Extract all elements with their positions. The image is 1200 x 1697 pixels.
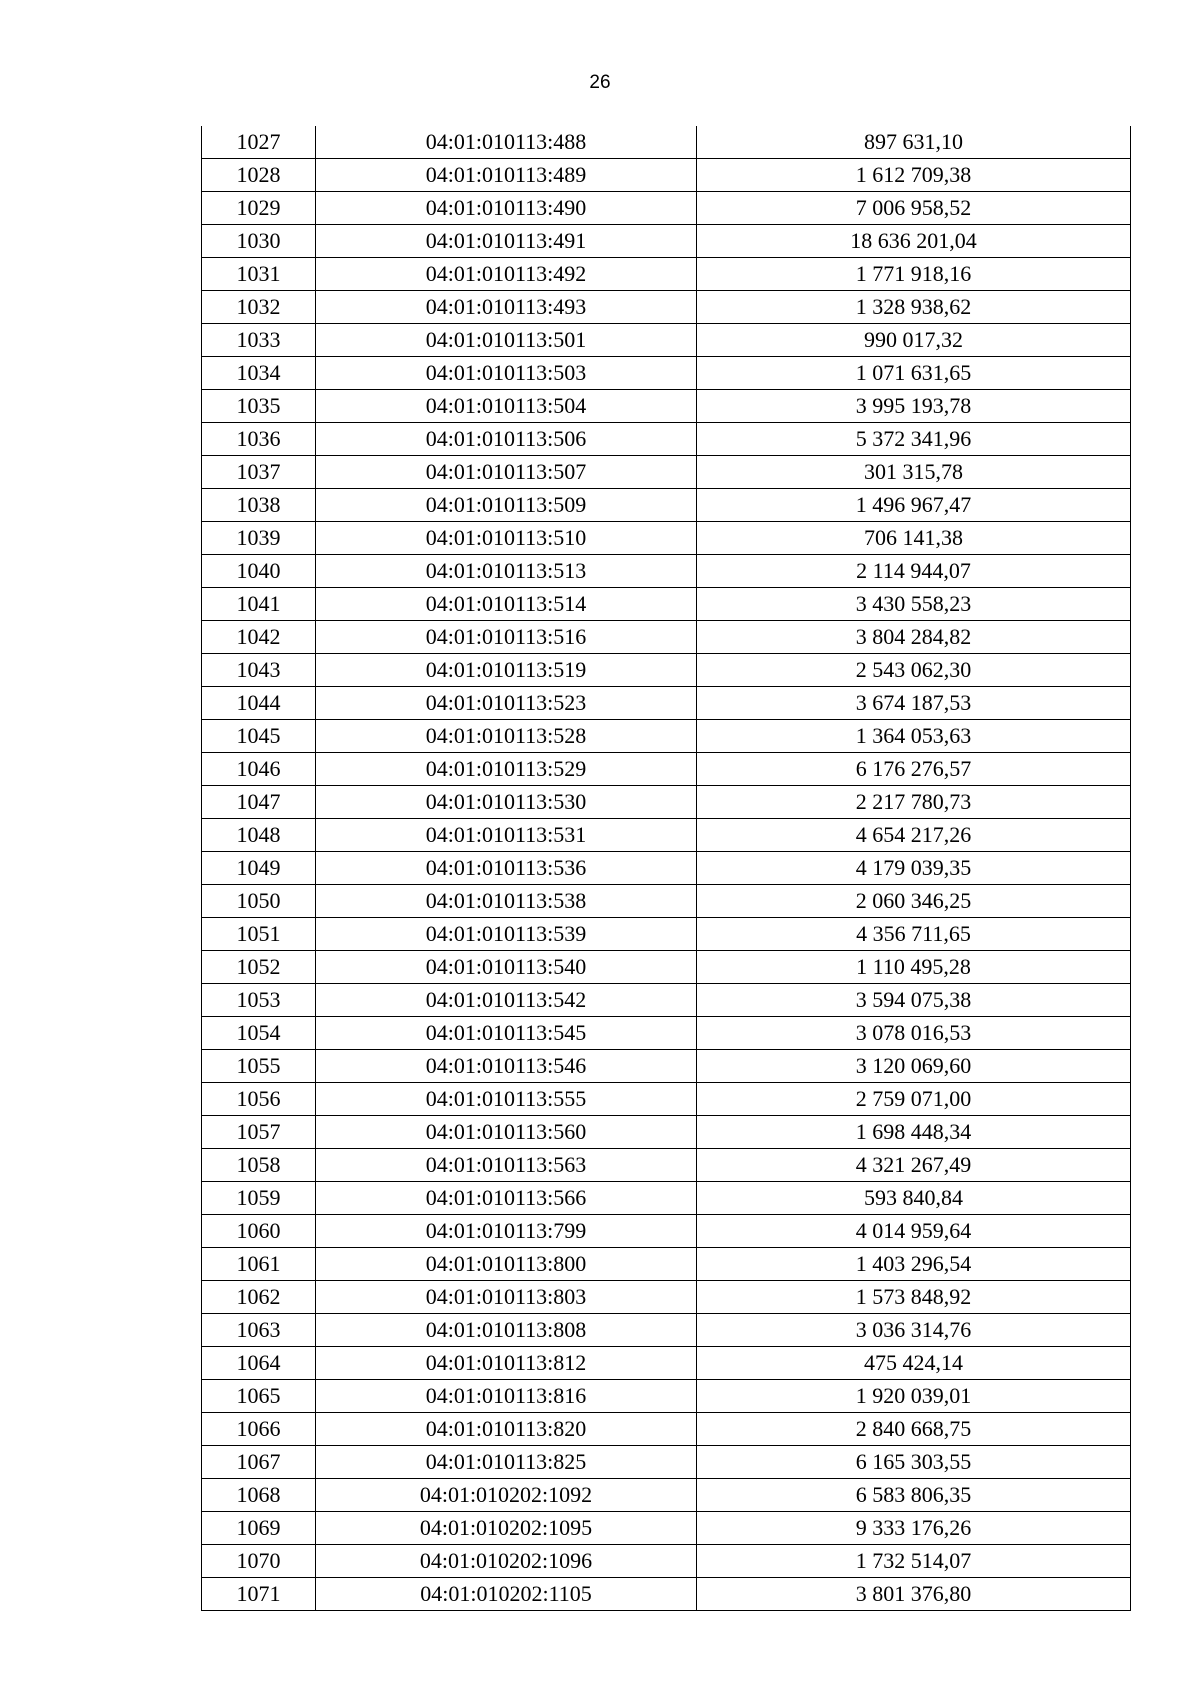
table-row [202, 1545, 1131, 1578]
page-number: 26 [589, 72, 611, 93]
row-number-cell: 1066 [202, 1413, 316, 1446]
table-row [202, 1083, 1131, 1116]
cadastral-number-cell: 04:01:010113:799 [316, 1215, 697, 1248]
row-number-cell: 1056 [202, 1083, 316, 1116]
cadastral-number-cell: 04:01:010113:513 [316, 555, 697, 588]
table-row [202, 489, 1131, 522]
cadastral-value-cell: 4 356 711,65 [697, 918, 1131, 951]
cadastral-number-cell: 04:01:010113:820 [316, 1413, 697, 1446]
table-row [202, 1017, 1131, 1050]
row-number-cell: 1040 [202, 555, 316, 588]
cadastral-number-cell: 04:01:010202:1092 [316, 1479, 697, 1512]
row-number-cell: 1068 [202, 1479, 316, 1512]
row-number-cell: 1055 [202, 1050, 316, 1083]
table-row [202, 918, 1131, 951]
table-row [202, 1512, 1131, 1545]
row-number-cell: 1057 [202, 1116, 316, 1149]
row-number-cell: 1050 [202, 885, 316, 918]
cadastral-value-cell: 475 424,14 [697, 1347, 1131, 1380]
cadastral-value-cell: 5 372 341,96 [697, 423, 1131, 456]
table-row [202, 1149, 1131, 1182]
table-row [202, 819, 1131, 852]
cadastral-number-cell: 04:01:010113:803 [316, 1281, 697, 1314]
row-number-cell: 1043 [202, 654, 316, 687]
table-row [202, 885, 1131, 918]
cadastral-value-cell: 1 071 631,65 [697, 357, 1131, 390]
cadastral-number-cell: 04:01:010113:545 [316, 1017, 697, 1050]
cadastral-number-cell: 04:01:010113:563 [316, 1149, 697, 1182]
cadastral-number-cell: 04:01:010113:825 [316, 1446, 697, 1479]
cadastral-value-cell: 4 321 267,49 [697, 1149, 1131, 1182]
cadastral-value-cell: 18 636 201,04 [697, 225, 1131, 258]
cadastral-value-cell: 2 543 062,30 [697, 654, 1131, 687]
cadastral-value-cell: 1 612 709,38 [697, 159, 1131, 192]
cadastral-number-cell: 04:01:010113:528 [316, 720, 697, 753]
row-number-cell: 1051 [202, 918, 316, 951]
table-row [202, 555, 1131, 588]
row-number-cell: 1038 [202, 489, 316, 522]
table-row [202, 720, 1131, 753]
cadastral-number-cell: 04:01:010113:536 [316, 852, 697, 885]
cadastral-number-cell: 04:01:010113:808 [316, 1314, 697, 1347]
row-number-cell: 1052 [202, 951, 316, 984]
row-number-cell: 1032 [202, 291, 316, 324]
cadastral-number-cell: 04:01:010113:542 [316, 984, 697, 1017]
cadastral-value-cell: 2 840 668,75 [697, 1413, 1131, 1446]
cadastral-number-cell: 04:01:010113:492 [316, 258, 697, 291]
cadastral-number-cell: 04:01:010202:1105 [316, 1578, 697, 1611]
cadastral-value-cell: 3 801 376,80 [697, 1578, 1131, 1611]
row-number-cell: 1048 [202, 819, 316, 852]
cadastral-value-cell: 2 759 071,00 [697, 1083, 1131, 1116]
row-number-cell: 1061 [202, 1248, 316, 1281]
cadastral-value-cell: 9 333 176,26 [697, 1512, 1131, 1545]
cadastral-number-cell: 04:01:010113:507 [316, 456, 697, 489]
row-number-cell: 1047 [202, 786, 316, 819]
cadastral-value-cell: 1 328 938,62 [697, 291, 1131, 324]
cadastral-value-cell: 7 006 958,52 [697, 192, 1131, 225]
cadastral-value-cell: 6 165 303,55 [697, 1446, 1131, 1479]
row-number-cell: 1058 [202, 1149, 316, 1182]
cadastral-value-cell: 2 114 944,07 [697, 555, 1131, 588]
cadastral-number-cell: 04:01:010113:800 [316, 1248, 697, 1281]
row-number-cell: 1053 [202, 984, 316, 1017]
table-row [202, 225, 1131, 258]
cadastral-value-cell: 3 674 187,53 [697, 687, 1131, 720]
cadastral-number-cell: 04:01:010113:531 [316, 819, 697, 852]
row-number-cell: 1030 [202, 225, 316, 258]
cadastral-value-cell: 3 995 193,78 [697, 390, 1131, 423]
cadastral-number-cell: 04:01:010113:566 [316, 1182, 697, 1215]
cadastral-number-cell: 04:01:010113:555 [316, 1083, 697, 1116]
table-row [202, 786, 1131, 819]
cadastral-value-cell: 3 078 016,53 [697, 1017, 1131, 1050]
row-number-cell: 1035 [202, 390, 316, 423]
table-row [202, 753, 1131, 786]
row-number-cell: 1036 [202, 423, 316, 456]
row-number-cell: 1060 [202, 1215, 316, 1248]
cadastral-value-cell: 706 141,38 [697, 522, 1131, 555]
table-row [202, 1413, 1131, 1446]
row-number-cell: 1064 [202, 1347, 316, 1380]
cadastral-value-cell: 3 036 314,76 [697, 1314, 1131, 1347]
row-number-cell: 1041 [202, 588, 316, 621]
table-row [202, 192, 1131, 225]
table-row [202, 159, 1131, 192]
table-row [202, 291, 1131, 324]
cadastral-value-cell: 1 920 039,01 [697, 1380, 1131, 1413]
cadastral-number-cell: 04:01:010113:529 [316, 753, 697, 786]
cadastral-value-cell: 2 217 780,73 [697, 786, 1131, 819]
table-row [202, 1248, 1131, 1281]
cadastral-number-cell: 04:01:010113:546 [316, 1050, 697, 1083]
row-number-cell: 1042 [202, 621, 316, 654]
cadastral-value-cell: 6 583 806,35 [697, 1479, 1131, 1512]
row-number-cell: 1070 [202, 1545, 316, 1578]
row-number-cell: 1028 [202, 159, 316, 192]
table-row [202, 588, 1131, 621]
table-row [202, 456, 1131, 489]
row-number-cell: 1044 [202, 687, 316, 720]
cadastral-number-cell: 04:01:010113:816 [316, 1380, 697, 1413]
cadastral-number-cell: 04:01:010113:510 [316, 522, 697, 555]
cadastral-number-cell: 04:01:010113:503 [316, 357, 697, 390]
table-row [202, 654, 1131, 687]
row-number-cell: 1059 [202, 1182, 316, 1215]
cadastral-number-cell: 04:01:010113:501 [316, 324, 697, 357]
table-row [202, 1347, 1131, 1380]
row-number-cell: 1046 [202, 753, 316, 786]
cadastral-number-cell: 04:01:010113:514 [316, 588, 697, 621]
row-number-cell: 1062 [202, 1281, 316, 1314]
cadastral-value-cell: 1 496 967,47 [697, 489, 1131, 522]
cadastral-value-cell: 990 017,32 [697, 324, 1131, 357]
row-number-cell: 1054 [202, 1017, 316, 1050]
row-number-cell: 1031 [202, 258, 316, 291]
table-row [202, 357, 1131, 390]
cadastral-number-cell: 04:01:010113:506 [316, 423, 697, 456]
table-row [202, 522, 1131, 555]
cadastral-value-cell: 593 840,84 [697, 1182, 1131, 1215]
cadastral-value-cell: 3 594 075,38 [697, 984, 1131, 1017]
table-row [202, 852, 1131, 885]
table-row [202, 1314, 1131, 1347]
cadastral-number-cell: 04:01:010113:509 [316, 489, 697, 522]
table-row [202, 687, 1131, 720]
table-row [202, 1479, 1131, 1512]
table-row [202, 1182, 1131, 1215]
table-row [202, 390, 1131, 423]
cadastral-number-cell: 04:01:010113:491 [316, 225, 697, 258]
cadastral-number-cell: 04:01:010113:523 [316, 687, 697, 720]
cadastral-value-cell: 3 804 284,82 [697, 621, 1131, 654]
row-number-cell: 1039 [202, 522, 316, 555]
row-number-cell: 1069 [202, 1512, 316, 1545]
table-row [202, 1116, 1131, 1149]
cadastral-number-cell: 04:01:010113:519 [316, 654, 697, 687]
row-number-cell: 1033 [202, 324, 316, 357]
cadastral-value-cell: 1 364 053,63 [697, 720, 1131, 753]
table-row [202, 1281, 1131, 1314]
cadastral-number-cell: 04:01:010202:1096 [316, 1545, 697, 1578]
cadastral-value-cell: 3 120 069,60 [697, 1050, 1131, 1083]
cadastral-number-cell: 04:01:010113:516 [316, 621, 697, 654]
table-row [202, 324, 1131, 357]
cadastral-value-cell: 301 315,78 [697, 456, 1131, 489]
table-row [202, 1578, 1131, 1611]
row-number-cell: 1065 [202, 1380, 316, 1413]
cadastral-value-table [201, 126, 1131, 1611]
table-row [202, 423, 1131, 456]
cadastral-value-cell: 4 179 039,35 [697, 852, 1131, 885]
row-number-cell: 1071 [202, 1578, 316, 1611]
cadastral-value-cell: 1 771 918,16 [697, 258, 1131, 291]
table-row [202, 1380, 1131, 1413]
cadastral-value-cell: 1 573 848,92 [697, 1281, 1131, 1314]
cadastral-number-cell: 04:01:010113:490 [316, 192, 697, 225]
row-number-cell: 1027 [202, 126, 316, 159]
row-number-cell: 1063 [202, 1314, 316, 1347]
cadastral-number-cell: 04:01:010113:493 [316, 291, 697, 324]
cadastral-number-cell: 04:01:010113:560 [316, 1116, 697, 1149]
row-number-cell: 1034 [202, 357, 316, 390]
table-row [202, 984, 1131, 1017]
table-row [202, 126, 1131, 159]
cadastral-value-cell: 897 631,10 [697, 126, 1131, 159]
cadastral-number-cell: 04:01:010113:504 [316, 390, 697, 423]
table-row [202, 1446, 1131, 1479]
cadastral-value-cell: 4 014 959,64 [697, 1215, 1131, 1248]
table-body [202, 126, 1131, 1611]
cadastral-value-cell: 1 403 296,54 [697, 1248, 1131, 1281]
cadastral-number-cell: 04:01:010113:489 [316, 159, 697, 192]
cadastral-number-cell: 04:01:010113:539 [316, 918, 697, 951]
row-number-cell: 1029 [202, 192, 316, 225]
row-number-cell: 1037 [202, 456, 316, 489]
table-row [202, 951, 1131, 984]
cadastral-number-cell: 04:01:010202:1095 [316, 1512, 697, 1545]
row-number-cell: 1049 [202, 852, 316, 885]
cadastral-value-cell: 1 698 448,34 [697, 1116, 1131, 1149]
cadastral-value-cell: 6 176 276,57 [697, 753, 1131, 786]
cadastral-number-cell: 04:01:010113:538 [316, 885, 697, 918]
cadastral-number-cell: 04:01:010113:540 [316, 951, 697, 984]
cadastral-number-cell: 04:01:010113:812 [316, 1347, 697, 1380]
table-row [202, 1050, 1131, 1083]
table-row [202, 621, 1131, 654]
table-row [202, 258, 1131, 291]
cadastral-value-cell: 2 060 346,25 [697, 885, 1131, 918]
row-number-cell: 1045 [202, 720, 316, 753]
cadastral-number-cell: 04:01:010113:530 [316, 786, 697, 819]
cadastral-number-cell: 04:01:010113:488 [316, 126, 697, 159]
cadastral-value-cell: 4 654 217,26 [697, 819, 1131, 852]
cadastral-value-cell: 1 732 514,07 [697, 1545, 1131, 1578]
cadastral-value-cell: 3 430 558,23 [697, 588, 1131, 621]
table-row [202, 1215, 1131, 1248]
row-number-cell: 1067 [202, 1446, 316, 1479]
cadastral-value-cell: 1 110 495,28 [697, 951, 1131, 984]
